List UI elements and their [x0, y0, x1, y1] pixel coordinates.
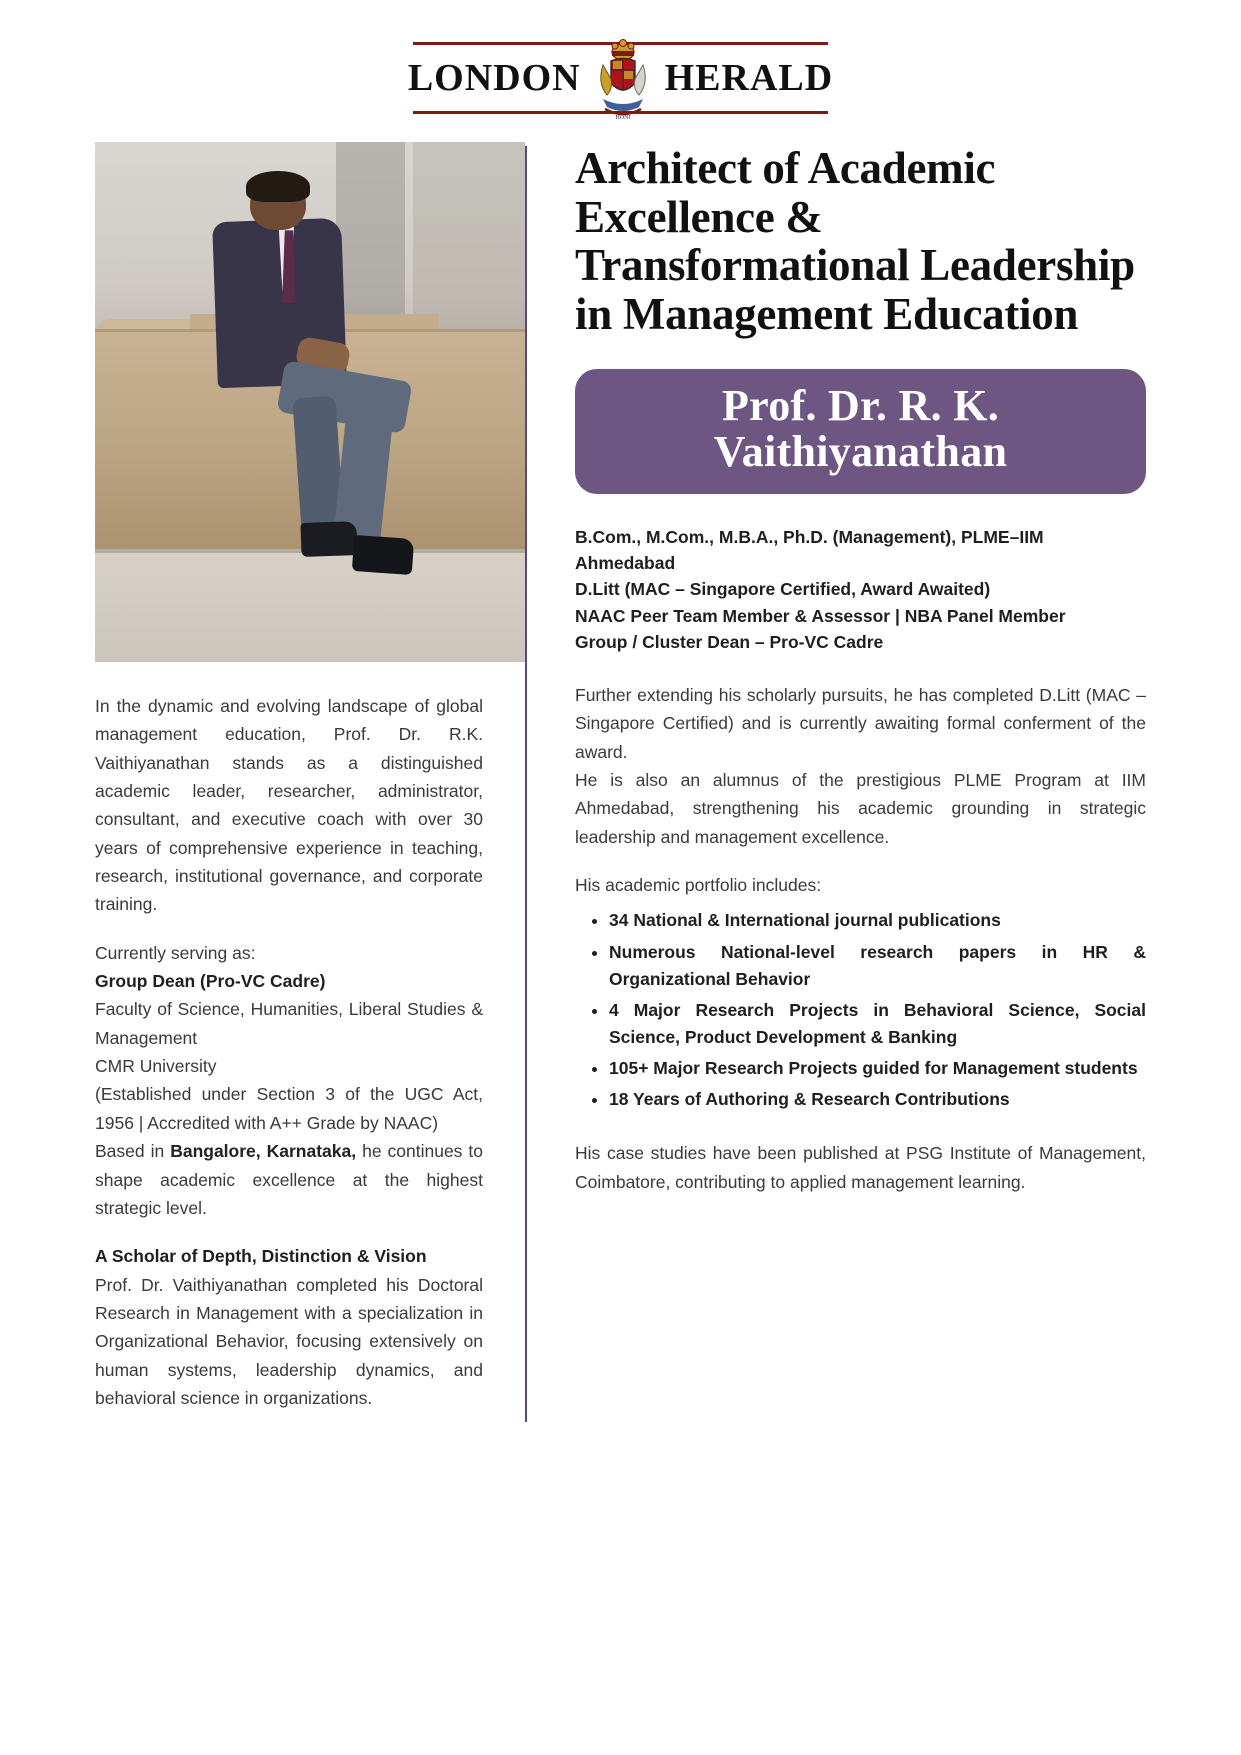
masthead-title-row: [407, 45, 834, 121]
page-title: Architect of Academic Excellence & Transformational Leadership in Management Education: [575, 143, 1135, 339]
masthead-word-right: HERALD: [664, 57, 834, 99]
based-suffix: he continues to shape academic excellence at the highest strategic level.: [95, 1141, 484, 1218]
faculty-line: Faculty of Science, Humanities, Liberal Studies & Management: [95, 999, 483, 1048]
right-text-block: [575, 681, 1146, 1196]
based-location: Bangalore, Karnataka,: [170, 1141, 357, 1162]
svg-text:HONI: HONI: [615, 115, 631, 121]
scholar-heading: A Scholar of Depth, Distinction & Vision: [95, 1246, 427, 1267]
right-column: [527, 114, 1146, 1432]
role-title: Group Dean (Pro-VC Cadre): [95, 971, 326, 992]
credential-line-4: Group / Cluster Dean – Pro-VC Cadre: [575, 631, 884, 652]
list-item: • 34 National & International journal publications: [609, 907, 1146, 934]
accreditation-line: (Established under Section 3 of the UGC Act, 1956 | Accredited with A++ Grade by NAAC): [95, 1084, 483, 1133]
credential-line-3: NAAC Peer Team Member & Assessor | NBA Panel Member: [575, 605, 1066, 626]
based-prefix: Based in: [95, 1141, 171, 1162]
portrait-photo: [95, 142, 525, 662]
list-item: • 105+ Major Research Projects guided for Management students: [609, 1055, 1146, 1082]
left-text-block: [95, 692, 483, 1412]
list-item: • Numerous National-level research papers in HR & Organizational Behavior: [609, 939, 1146, 993]
masthead-word-left: LONDON: [407, 57, 581, 99]
intro-paragraph: In the dynamic and evolving landscape of global management education, Prof. Dr. R.K. Vaithiyanathan stands as a distinguished academic leader, researcher, administrator, consultant, and executive coach with over 30 years of comprehensive experience in teaching, research, institutional governance, and corporate training.: [95, 696, 483, 915]
based-line: [95, 1137, 483, 1222]
article-body: [0, 114, 1241, 1432]
portfolio-list: [575, 907, 1146, 1113]
subject-name: Prof. Dr. R. K. Vaithiyanathan: [713, 380, 1008, 477]
masthead: [0, 0, 1241, 121]
dlitt-paragraph: Further extending his scholarly pursuits, he has completed D.Litt (MAC – Singapore Certified) and is currently awaiting formal conferment of the award.: [575, 685, 1146, 762]
university-line: CMR University: [95, 1056, 217, 1077]
left-column: [95, 114, 525, 1432]
credential-line-1: B.Com., M.Com., M.B.A., Ph.D. (Management), PLME–IIM Ahmedabad: [575, 526, 1044, 574]
list-item: • 4 Major Research Projects in Behavioral Science, Social Science, Product Development & Banking: [609, 997, 1146, 1051]
plme-paragraph: He is also an alumnus of the prestigious PLME Program at IIM Ahmedabad, strengthening his academic grounding in strategic leadership and management excellence.: [575, 770, 1146, 847]
scholar-paragraph: Prof. Dr. Vaithiyanathan completed his Doctoral Research in Management with a specialization in Organizational Behavior, focusing extensively on human systems, leadership dynamics, and behavioral science in organizations.: [95, 1274, 483, 1408]
portfolio-label: His academic portfolio includes:: [575, 875, 822, 896]
list-item: • 18 Years of Authoring & Research Contributions: [609, 1086, 1146, 1113]
credential-line-2: D.Litt (MAC – Singapore Certified, Award Awaited): [575, 579, 991, 600]
name-badge: [575, 369, 1146, 494]
masthead-inner: [407, 42, 834, 121]
currently-serving-label: Currently serving as:: [95, 942, 256, 963]
credentials-block: [575, 524, 1146, 655]
case-studies-paragraph: His case studies have been published at PSG Institute of Management, Coimbatore, contributing to applied management learning.: [575, 1143, 1146, 1192]
